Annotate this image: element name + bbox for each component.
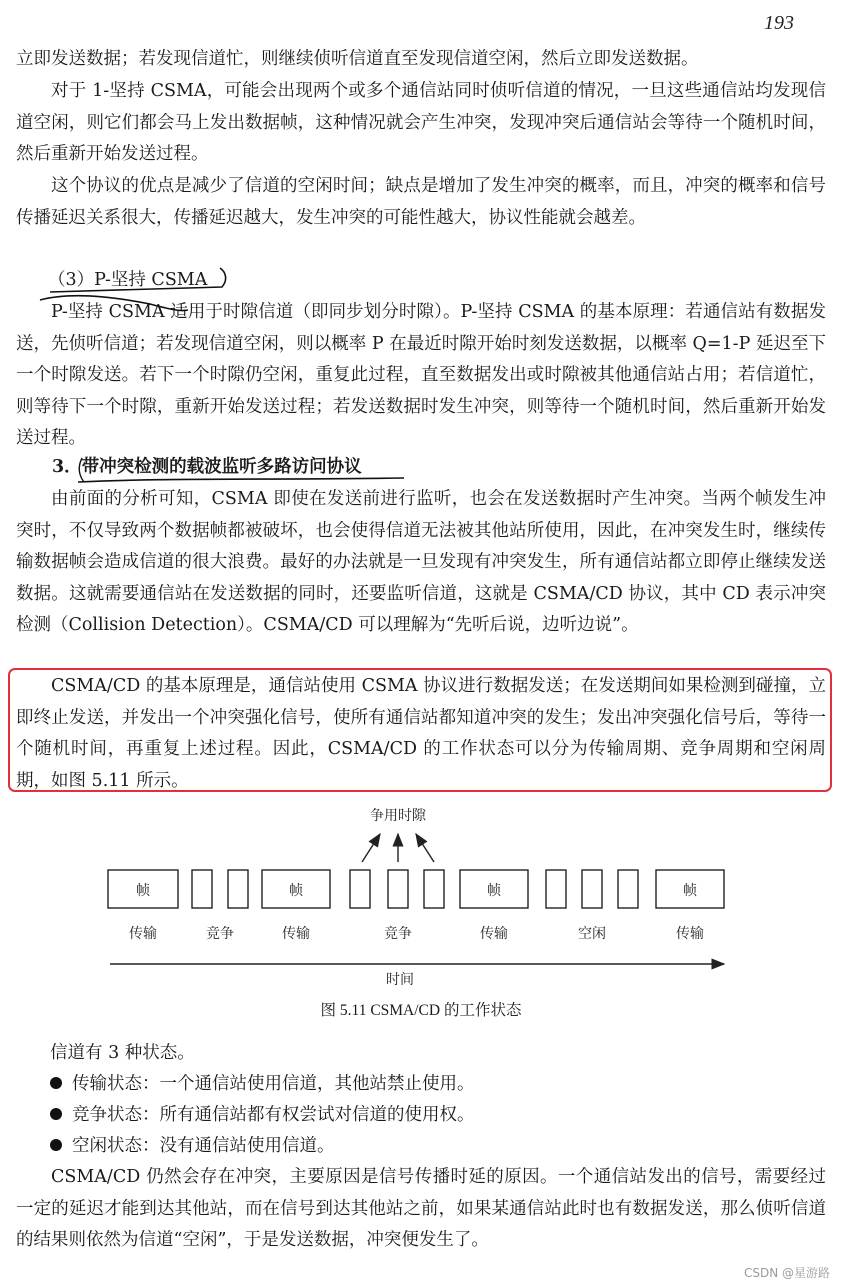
time-axis-label: 时间: [386, 972, 414, 988]
paragraph-csmacd-intro: 由前面的分析可知，CSMA 即使在发送前进行监听，也会在发送数据时产生冲突。当两个帧发生冲突时，不仅导致两个数据帧都被破坏，也会使得信道无法被其他站所使用，因此，在冲突发生时，继续传输数据帧会造成信道的很大浪费。最好的办法就是一旦发现有冲突发生，所有通信站都立即停止继续发送数据。这就需要通信站在发送数据的同时，还要监听信道，这就是 CSMA/CD 协议，其中 CD 表示冲突检测（Collision Detection）。CSMA/CD 可以理解为“先听后说，边听边说”。: [16, 489, 826, 635]
slot-box-1: [192, 870, 212, 908]
frame-label-2: 帧: [289, 883, 303, 899]
slot-box-5: [424, 870, 444, 908]
contention-slot-label: 争用时隙: [370, 808, 426, 824]
paragraph-final: CSMA/CD 仍然会存在冲突，主要原因是信号传播时延的原因。一个通信站发出的信号，需要经过一定的延迟才能到达其他站，而在信号到达其他站之前，如果某通信站此时也有数据发送，那么侦听信道的结果则依然为信道“空闲”，于是发送数据，冲突便发生了。: [16, 1167, 826, 1250]
phase-label-3: 传输: [282, 926, 310, 942]
figure-csmacd-states: [0, 800, 842, 1030]
paragraph-highlighted: CSMA/CD 的基本原理是，通信站使用 CSMA 协议进行数据发送；在发送期间如果检测到碰撞，立即终止发送，并发出一个冲突强化信号，使所有通信站都知道冲突的发生；发出冲突强化信号后，等待一个随机时间，再重复上述过程。因此，CSMA/CD 的工作状态可以分为传输周期、竞争周期和空闲周期，如图 5.11 所示。: [16, 676, 826, 791]
bullet-contention: [50, 1100, 475, 1132]
states-intro: 信道有 3 种状态。: [50, 1043, 195, 1063]
continued-line: 立即发送数据；若发现信道忙，则继续侦听信道直至发现信道空闲，然后立即发送数据。: [16, 49, 699, 69]
watermark: CSDN @星游路: [743, 1266, 830, 1280]
bullet-icon: [50, 1108, 62, 1120]
phase-label-4: 竞争: [384, 926, 412, 942]
slot-box-4: [388, 870, 408, 908]
paragraph-1-persistent: 对于 1-坚持 CSMA，可能会出现两个或多个通信站同时侦听信道的情况，一旦这些通信站均发现信道空闲，则它们都会马上发出数据帧，这种情况就会产生冲突，发现冲突后通信站会等待一个随机时间，然后重新开始发送过程。: [16, 81, 826, 164]
phase-label-5: 传输: [480, 926, 508, 942]
arrow-left: [362, 834, 380, 862]
slot-box-2: [228, 870, 248, 908]
slot-box-3: [350, 870, 370, 908]
bullet-icon: [50, 1139, 62, 1151]
page-number: 193: [764, 12, 794, 34]
phase-label-1: 传输: [129, 926, 157, 942]
bullet-transmission: [50, 1069, 475, 1101]
frame-label-3: 帧: [487, 883, 501, 899]
heading-section-3: 3．带冲突检测的载波监听多路访问协议: [52, 457, 362, 477]
paragraph-pros-cons: 这个协议的优点是减少了信道的空闲时间；缺点是增加了发生冲突的概率，而且，冲突的概率和信号传播延迟关系很大，传播延迟越大，发生冲突的可能性越大，协议性能就会越差。: [16, 176, 826, 228]
frame-label-4: 帧: [683, 883, 697, 899]
paragraph-p-persistent: P-坚持 CSMA 适用于时隙信道（即同步划分时隙）。P-坚持 CSMA 的基本原理：若通信站有数据发送，先侦听信道；若发现信道空闲，则以概率 P 在最近时隙开始时刻发送数据，以概率 Q=1-P 延迟至下一个时隙发送。若下一个时隙仍空闲，重复此过程，直至数据发出或时隙被其他通信站占用；若信道忙，则等待下一个时隙，重新开始发送过程；若发送数据时发生冲突，则等待一个随机时间，然后重新开始发送过程。: [16, 302, 826, 448]
frame-label-1: 帧: [136, 883, 150, 899]
slot-box-6: [546, 870, 566, 908]
heading-p-persistent: （3）P-坚持 CSMA: [48, 270, 208, 290]
phase-label-2: 竞争: [206, 926, 234, 942]
bullet-text: 空闲状态：没有通信站使用信道。: [72, 1136, 335, 1156]
slot-box-8: [618, 870, 638, 908]
phase-label-7: 传输: [676, 926, 704, 942]
slot-box-7: [582, 870, 602, 908]
bullet-icon: [50, 1077, 62, 1089]
arrow-right: [416, 834, 434, 862]
phase-label-6: 空闲: [578, 926, 606, 942]
bullet-text: 传输状态：一个通信站使用信道，其他站禁止使用。: [72, 1074, 475, 1094]
figure-caption: 图 5.11 CSMA/CD 的工作状态: [320, 1002, 522, 1019]
bullet-text: 竞争状态：所有通信站都有权尝试对信道的使用权。: [72, 1105, 475, 1125]
bullet-idle: [50, 1131, 335, 1163]
